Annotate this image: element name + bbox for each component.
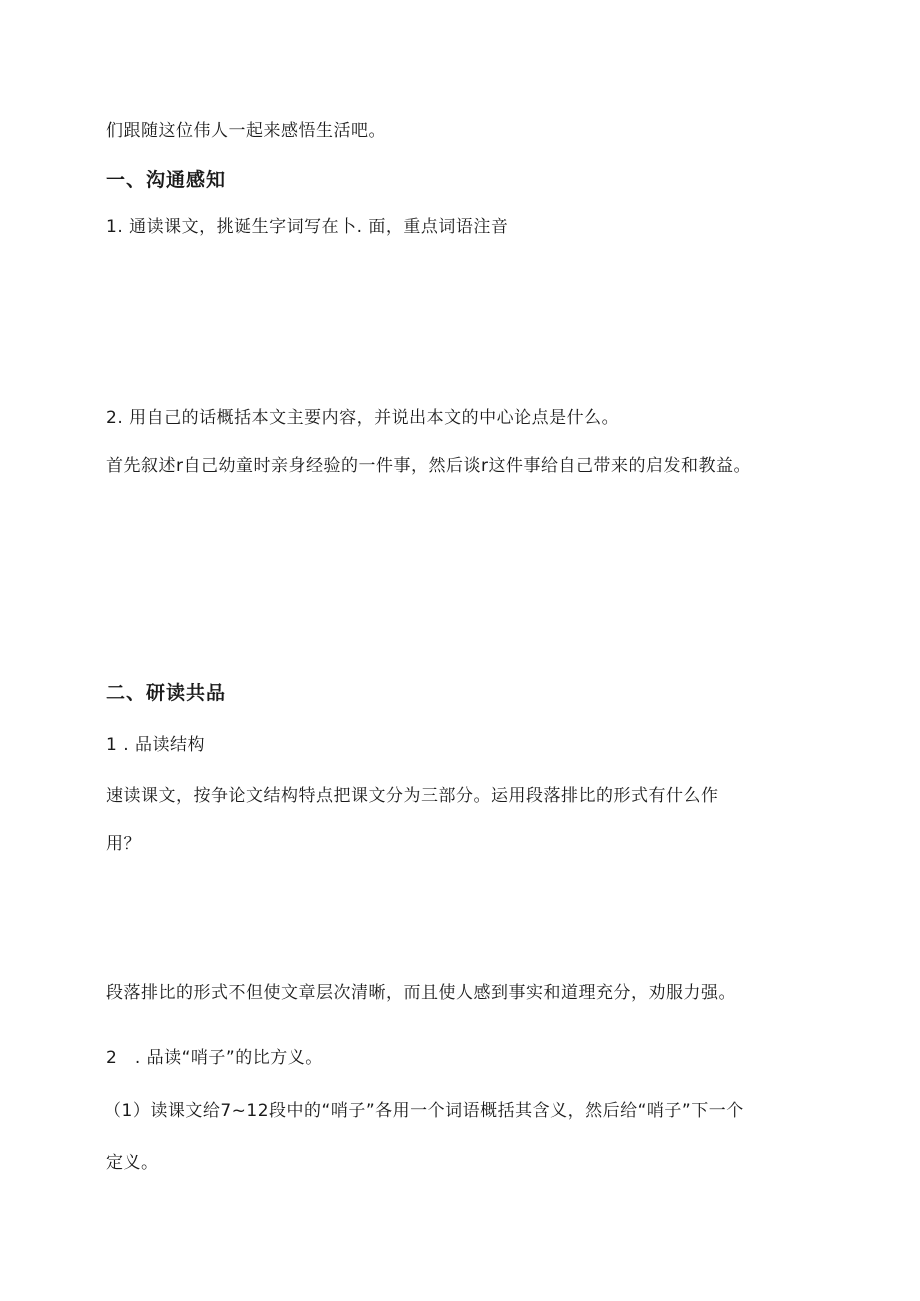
section-heading-2: 二、研读共品 <box>106 682 227 704</box>
subsection-answer: 段落排比的形式不但使文章层次清晰，而且使人感到事实和道理充分，劝服力强。 <box>106 983 736 1003</box>
sub-question-line-2: 定义。 <box>106 1153 159 1173</box>
question-2: 2. 用自己的话概括本文主要内容，并说出本文的中心论点是什么。 <box>106 408 620 428</box>
question-1: 1. 通读课文，挑诞生字词写在卜. 面，重点词语注音 <box>106 217 509 237</box>
subsection-question-line-2: 用？ <box>106 834 141 854</box>
subsection-question-line-1: 速读课文，按争论文结构特点把课文分为三部分。运用段落排比的形式有什么作 <box>106 786 719 806</box>
answer-2: 首先叙述r自己幼童时亲身经验的一件事，然后谈r这件事给自己带来的启发和教益。 <box>106 456 751 476</box>
subsection-title-2: 2 . 品读“哨子”的比方义。 <box>106 1048 323 1068</box>
subsection-title-1: 1 . 品读结构 <box>106 735 206 755</box>
section-heading-1: 一、沟通感知 <box>106 169 227 191</box>
intro-text: 们跟随这位伟人一起来感悟生活吧。 <box>106 121 386 141</box>
sub-question-line-1: （1）读课文给7~12段中的“哨子”各用一个词语概括其含义，然后给“哨子”下一个 <box>104 1101 744 1121</box>
